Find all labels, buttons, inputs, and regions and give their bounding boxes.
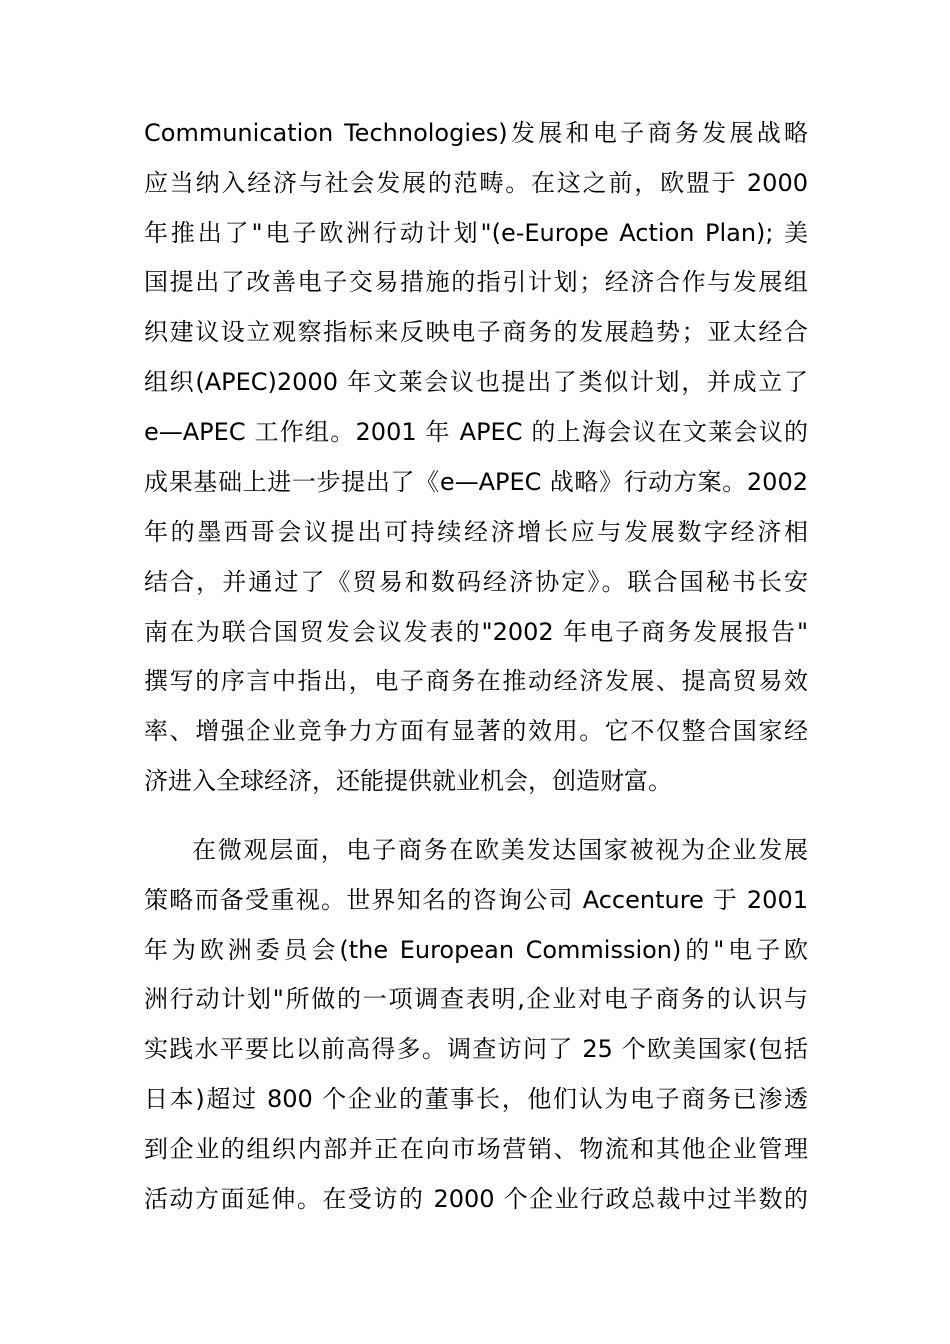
text-line: 策略而备受重视。世界知名的咨询公司 Accenture 于 2001: [144, 886, 808, 914]
text-line: 年为欧洲委员会(the European Commission)的"电子欧: [144, 936, 808, 964]
text-line: e—APEC 工作组。2001 年 APEC 的上海会议在文莱会议的: [144, 418, 808, 446]
text-line: 组织(APEC)2000 年文莱会议也提出了类似计划，并成立了: [144, 368, 808, 396]
text-line: 南在为联合国贸发会议发表的"2002 年电子商务发展报告": [144, 618, 808, 646]
text-line: 济进入全球经济，还能提供就业机会，创造财富。: [144, 767, 672, 795]
text-line: 年推出了"电子欧洲行动计划"(e-Europe Action Plan); 美: [144, 219, 808, 247]
text-line: 织建议设立观察指标来反映电子商务的发展趋势；亚太经合: [144, 318, 808, 346]
text-line: 洲行动计划"所做的一项调查表明,企业对电子商务的认识与: [144, 985, 808, 1013]
text-line: 日本)超过 800 个企业的董事长，他们认为电子商务已渗透: [144, 1085, 808, 1113]
text-line: 撰写的序言中指出，电子商务在推动经济发展、提高贸易效: [144, 667, 808, 695]
text-line: 到企业的组织内部并正在向市场营销、物流和其他企业管理: [144, 1135, 808, 1163]
text-line: 应当纳入经济与社会发展的范畴。在这之前，欧盟于 2000: [144, 169, 808, 197]
text-line: Communication Technologies)发展和电子商务发展战略: [144, 119, 808, 147]
text-line: 率、增强企业竞争力方面有显著的效用。它不仅整合国家经: [144, 717, 808, 745]
text-line: 实践水平要比以前高得多。调查访问了 25 个欧美国家(包括: [144, 1035, 808, 1063]
text-line: 活动方面延伸。在受访的 2000 个企业行政总裁中过半数的: [144, 1185, 808, 1213]
text-line: 在微观层面，电子商务在欧美发达国家被视为企业发展: [192, 836, 808, 864]
text-line: 国提出了改善电子交易措施的指引计划；经济合作与发展组: [144, 268, 808, 296]
text-line: 结合，并通过了《贸易和数码经济协定》。联合国秘书长安: [144, 568, 808, 596]
text-line: 成果基础上进一步提出了《e—APEC 战略》行动方案。2002: [144, 468, 808, 496]
text-line: 年的墨西哥会议提出可持续经济增长应与发展数字经济相: [144, 518, 808, 546]
